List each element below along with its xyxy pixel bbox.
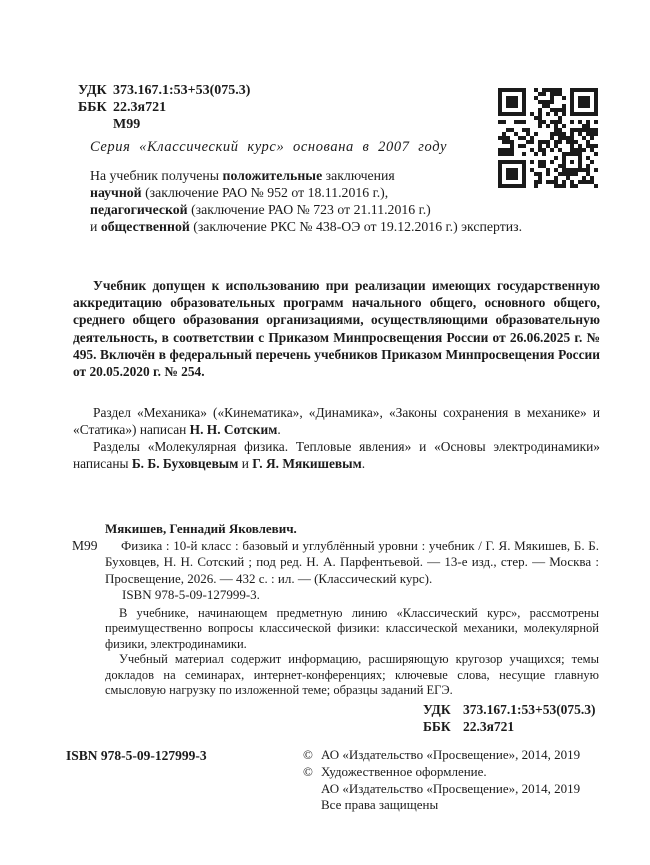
expertise-block [90, 167, 602, 235]
copyright-mark: © [303, 747, 313, 762]
expertise-line-2: научной (заключение РАО № 952 от 18.11.2016 г.), [90, 185, 389, 200]
expertise-line-1: На учебник получены положительные заключения [90, 168, 395, 183]
annotation-paragraph-1: В учебнике, начинающем предметную линию «Классический курс», рассмотрены преимущественно вопросы классической физики: классической механики, молекулярной физики, электродинамики. [105, 605, 599, 651]
bbk-bottom-value: 22.3я721 [463, 718, 515, 734]
author-sign: М99 [113, 117, 141, 132]
catalog-author-sign: М99 [72, 538, 98, 553]
catalog-isbn: ISBN 978-5-09-127999-3. [122, 587, 260, 602]
expertise-line-3: педагогической (заключение РАО № 723 от 21.11.2016 г.) [90, 202, 431, 217]
admission-paragraph: Учебник допущен к использованию при реализации имеющих государственную аккредитацию образовательных программ начального общего, основного общего, среднего общего образования организациями, осуществляющими образовательную деятельность, в соответствии с Приказом Минпросвещения России от 26.06.2025 г. № 495. Включён в федеральный перечень учебников Приказом Минпросвещения России от 20.05.2020 г. № 254. [73, 278, 600, 380]
bbk-label: ББК [78, 100, 107, 115]
copyright-line-2: © Художественное оформление. [303, 763, 487, 779]
bbk-bottom-line [423, 719, 596, 736]
catalog-card [72, 521, 599, 699]
copyright-line-3: АО «Издательство «Просвещение», 2014, 2019 [321, 780, 581, 796]
udk-bottom-line [423, 702, 596, 719]
catalog-entry: Физика : 10-й класс : базовый и углублённый уровни : учебник / Г. Я. Мякишев, Б. Б. Буховцев, Н. Н. Сотский ; под ред. Н. А. Парфентьевой. — 13-е изд., стер. — Москва : Просвещение, 2026. — 432 с. : ил. — (Классический курс). [105, 537, 599, 586]
annotation-paragraph-2: Учебный материал содержит информацию, расширяющую кругозор учащихся; темы докладов на семинарах, интернет-конференциях; ключевые слова, несущие главную смысловую нагрузку по изложенной теме; образцы заданий ЕГЭ. [105, 652, 599, 698]
copyright-block [303, 747, 580, 814]
footer-isbn: ISBN 978-5-09-127999-3 [66, 748, 207, 763]
bbk-bottom-label: ББК [423, 718, 451, 734]
section-paragraph-molecular: Разделы «Молекулярная физика. Тепловые явления» и «Основы электродинамики» написаны Б. Б. Буховцевым и Г. Я. Мякишевым. [73, 439, 600, 471]
udk-label: УДК [78, 83, 107, 98]
bbk-value: 22.3я721 [113, 100, 167, 115]
copyright-line-4: Все права защищены [321, 797, 439, 813]
bbk-line [78, 99, 250, 116]
section-paragraph-mechanics: Раздел «Механика» («Кинематика», «Динамика», «Законы сохранения в механике» и «Статика») написан Н. Н. Сотским. [73, 405, 600, 437]
copyright-line-1: © АО «Издательство «Просвещение», 2014, 2019 [303, 747, 581, 762]
udk-value: 373.167.1:53+53(075.3) [113, 83, 251, 98]
udk-bottom-value: 373.167.1:53+53(075.3) [463, 702, 596, 717]
udk-bottom-block [423, 702, 596, 735]
catalog-author: Мякишев, Геннадий Яковлевич. [105, 521, 297, 536]
udk-top-block [78, 82, 250, 133]
copyright-mark: © [303, 763, 313, 779]
udk-line [78, 82, 250, 99]
expertise-line-4: и общественной (заключение РКС № 438-ОЭ от 19.12.2016 г.) экспертиз. [90, 219, 523, 234]
sections-block [73, 404, 600, 472]
udk-bottom-label: УДК [423, 702, 451, 717]
series-note: Серия «Классический курс» основана в 2007 году [90, 139, 447, 155]
author-sign-line [78, 116, 250, 133]
